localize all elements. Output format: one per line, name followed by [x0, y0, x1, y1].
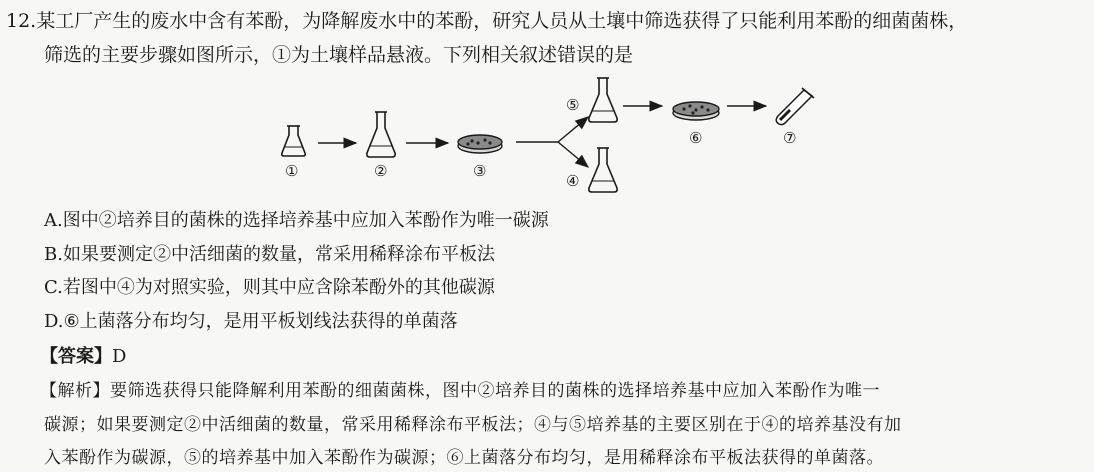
test-tube-7-icon [776, 88, 814, 125]
flask-2-icon [367, 112, 395, 157]
label-3: ③ [473, 162, 487, 180]
flask-5-icon [589, 78, 617, 122]
screening-diagram [0, 0, 1094, 200]
label-6: ⑥ [689, 129, 703, 147]
label-2: ② [374, 162, 388, 180]
arrow-3-4 [558, 142, 588, 167]
explanation-line-3: 入苯酚作为碳源，⑤的培养基中加入苯酚作为碳源；⑥上菌落分布均匀，是用稀释涂布平板法获得的单菌落。 [44, 448, 884, 468]
option-b: B.如果要测定②中活细菌的数量，常采用稀释涂布平板法 [44, 244, 495, 265]
petri-dish-6-icon [673, 102, 719, 120]
arrow-3-5 [558, 117, 588, 142]
question-line-2: 筛选的主要步骤如图所示，①为土壤样品悬液。下列相关叙述错误的是 [44, 44, 634, 66]
label-4: ④ [566, 172, 580, 190]
option-c: C.若图中④为对照实验，则其中应含除苯酚外的其他碳源 [44, 277, 495, 298]
label-5: ⑤ [566, 96, 580, 114]
answer-label: 【答案】 [40, 346, 112, 367]
flask-1-icon [282, 126, 306, 156]
option-d: D.⑥上菌落分布均匀，是用平板划线法获得的单菌落 [44, 311, 458, 332]
explanation-line-1: 【解析】要筛选获得只能降解利用苯酚的细菌菌株，图中②培养目的菌株的选择培养基中应加入苯酚作为唯一 [40, 381, 880, 401]
question-line-1: 12.某工厂产生的废水中含有苯酚，为降解废水中的苯酚，研究人员从土壤中筛选获得了只能利用苯酚的细菌菌株， [6, 10, 968, 32]
petri-dish-3-icon [458, 135, 502, 153]
flask-4-icon [589, 148, 617, 192]
option-a: A.图中②培养目的菌株的选择培养基中应加入苯酚作为唯一碳源 [44, 210, 549, 231]
answer-line [40, 342, 126, 368]
label-7: ⑦ [783, 129, 797, 147]
answer-value: D [112, 346, 127, 367]
explanation-line-2: 碳源；如果要测定②中活细菌的数量，常采用稀释涂布平板法；④与⑤培养基的主要区别在于④的培养基没有加 [44, 415, 902, 435]
label-1: ① [285, 162, 299, 180]
